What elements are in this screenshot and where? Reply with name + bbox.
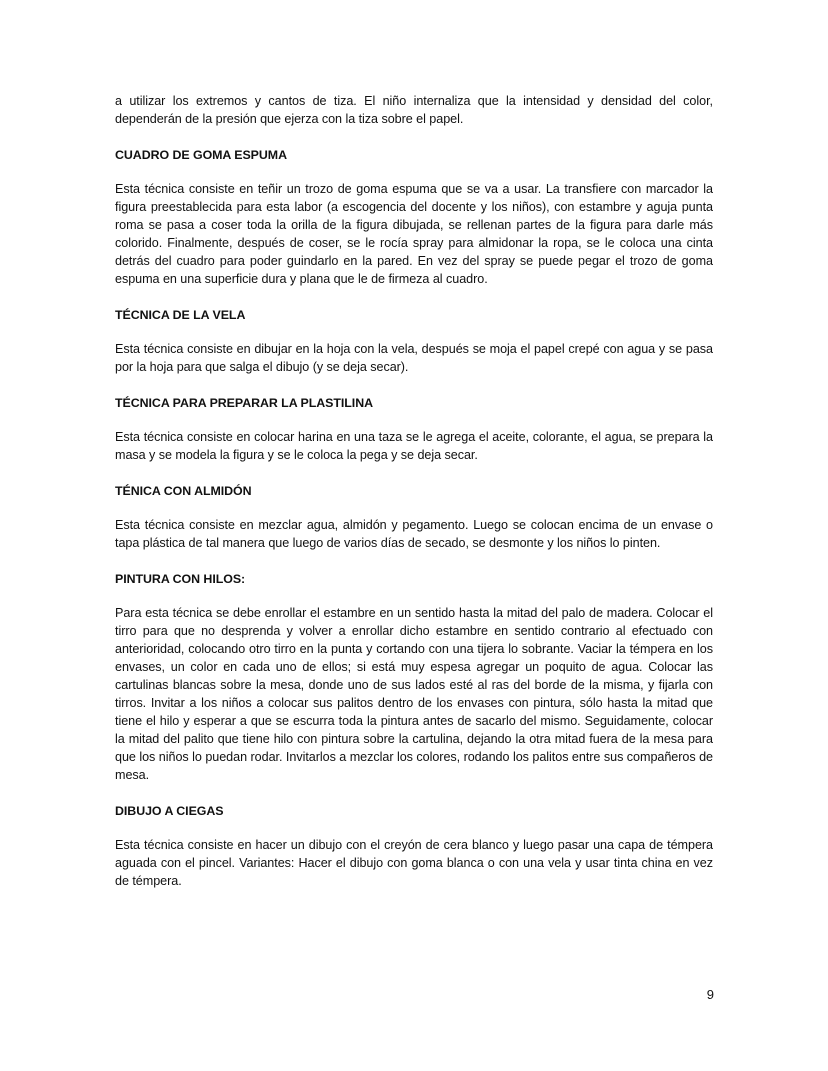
heading-almidon: TÉNICA CON ALMIDÓN xyxy=(115,484,252,498)
spacer xyxy=(115,820,713,836)
spacer xyxy=(115,464,713,482)
spacer xyxy=(115,412,713,428)
paragraph-tiza-continuation: a utilizar los extremos y cantos de tiza. El niño internaliza que la intensidad y densidad del color, dependerán de la presión que ejerza con la tiza sobre el papel. xyxy=(115,94,713,126)
spacer xyxy=(115,324,713,340)
spacer xyxy=(115,552,713,570)
paragraph-tecnica-vela: Esta técnica consiste en dibujar en la hoja con la vela, después se moja el papel crepé con agua y se pasa por la hoja para que salga el dibujo (y se deja secar). xyxy=(115,342,713,374)
spacer xyxy=(115,164,713,180)
spacer xyxy=(115,288,713,306)
heading-tecnica-vela: TÉCNICA DE LA VELA xyxy=(115,308,246,322)
spacer xyxy=(115,588,713,604)
page-number: 9 xyxy=(706,987,714,1002)
paragraph-dibujo-ciegas: Esta técnica consiste en hacer un dibujo con el creyón de cera blanco y luego pasar una capa de témpera aguada con el pincel. Variantes: Hacer el dibujo con goma blanca o con una vela y usar tinta china en vez de témpera. xyxy=(115,838,713,888)
spacer xyxy=(115,500,713,516)
paragraph-cuadro-goma-espuma: Esta técnica consiste en teñir un trozo de goma espuma que se va a usar. La transfiere con marcador la figura preestablecida para esta labor (a escogencia del docente y los niños), con estambre y aguja punta roma se pasa a coser toda la orilla de la figura dibujada, se rellenan partes de la figura para darle más colorido. Finalmente, después de coser, se le rocía spray para almidonar la ropa, se le coloca una cinta detrás del cuadro para poder guindarlo en la pared. En vez del spray se puede pegar el trozo de goma espuma en una superficie dura y plana que le de firmeza al cuadro. xyxy=(115,182,713,286)
spacer xyxy=(115,784,713,802)
heading-plastilina: TÉCNICA PARA PREPARAR LA PLASTILINA xyxy=(115,396,373,410)
spacer xyxy=(115,376,713,394)
page-content xyxy=(115,92,713,890)
heading-cuadro-goma-espuma: CUADRO DE GOMA ESPUMA xyxy=(115,148,287,162)
spacer xyxy=(115,128,713,146)
heading-dibujo-ciegas: DIBUJO A CIEGAS xyxy=(115,804,224,818)
heading-pintura-hilos: PINTURA CON HILOS: xyxy=(115,572,246,586)
paragraph-plastilina: Esta técnica consiste en colocar harina en una taza se le agrega el aceite, colorante, el agua, se prepara la masa y se modela la figura y se le coloca la pega y se deja secar. xyxy=(115,430,713,462)
paragraph-almidon: Esta técnica consiste en mezclar agua, almidón y pegamento. Luego se colocan encima de un envase o tapa plástica de tal manera que luego de varios días de secado, se desmonte y los niños lo pinten. xyxy=(115,518,713,550)
paragraph-pintura-hilos: Para esta técnica se debe enrollar el estambre en un sentido hasta la mitad del palo de madera. Colocar el tirro para que no desprenda y volver a enrollar dicho estambre en sentido contrario al efectuado con anterioridad, colocando otro tirro en la punta y cortando con una tijera lo sobrante. Vaciar la témpera en los envases, un color en cada uno de ellos; si está muy espesa agregar un poquito de agua. Colocar las cartulinas blancas sobre la mesa, donde uno de sus lados esté al ras del borde de la misma, y fijarla con tirros. Invitar a los niños a colocar sus palitos dentro de los envases con pintura, sólo hasta la mitad que tiene el hilo y esperar a que se escurra toda la pintura antes de sacarlo del mismo. Seguidamente, colocar la mitad del palito que tiene hilo con pintura sobre la cartulina, dejando la otra mitad fuera de la mesa para que los niños lo puedan rodar. Invitarlos a mezclar los colores, rodando los palitos entre sus compañeros de mesa. xyxy=(115,606,713,782)
